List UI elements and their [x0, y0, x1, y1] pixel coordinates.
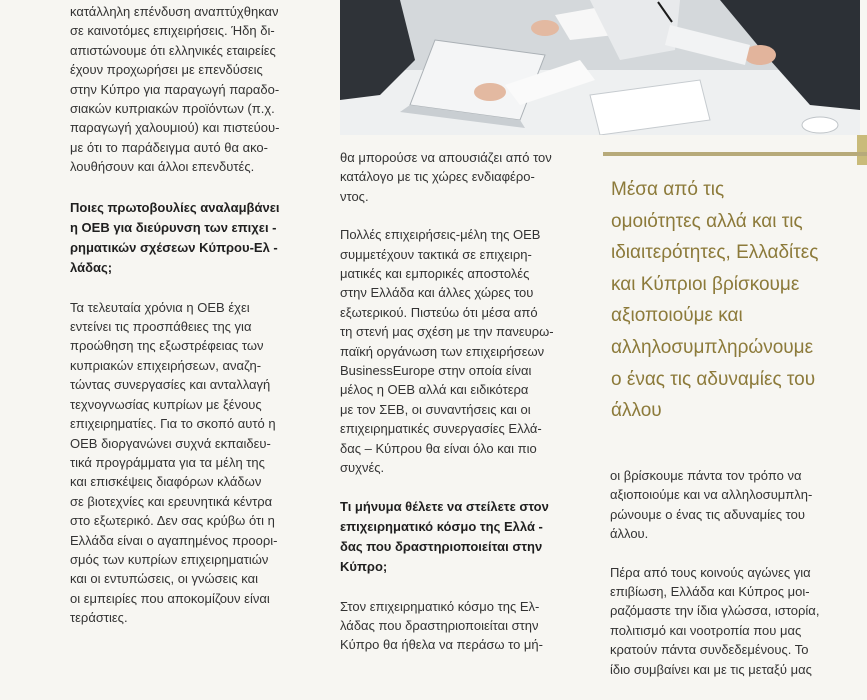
paragraph: Στον επιχειρηματικό κόσμο της Ελ- λάδας που δραστηριοποιείται στην Κύπρο θα ήθελα να περάσω το μή- [340, 598, 543, 653]
photo-illustration [340, 0, 860, 135]
paragraph: κατάλληλη επένδυση αναπτύχθηκαν σε καινοτόμες επιχειρήσεις. Ήδη δι- απιστώνουμε ότι ελληνικές εταιρείες έχουν προχωρήσει με επενδύσεις στην Κύπρο για παραγωγή παραδο- σιακών κυπριακών προϊόντων (π.χ. παραγωγή χαλουμιού) και πιστεύου- με ότι το παράδειγμα αυτό θα ακο- λουθήσουν και άλλοι επενδυτές. [70, 4, 280, 175]
article-column-3 [610, 466, 862, 679]
interview-question: Ποιες πρωτοβουλίες αναλαμβάνει η ΟΕΒ για διεύρυνση των επιχει - ρηματικών σχέσεων Κύπρου-Ελ - λάδας; [70, 199, 280, 275]
paragraph: οι βρίσκουμε πάντα τον τρόπο να αξιοποιούμε και να αλληλοσυμπλη- ρώνουμε ο ένας τις αδυναμίες του άλλου. [610, 468, 813, 542]
paragraph: Πέρα από τους κοινούς αγώνες για επιβίωση, Ελλάδα και Κύπρος μοι- ραζόμαστε την ίδια γλώσσα, ιστορία, πολιτισμό και νοοτροπία που μας κρατούν πάντα συνδεδεμένους. Το ίδιο συμβαίνει και με τις μεταξύ μας [610, 564, 820, 677]
pull-quote [603, 152, 867, 462]
interview-question: Τι μήνυμα θέλετε να στείλετε στον επιχειρηματικό κόσμο της Ελλά - δας που δραστηριοποιείται στην Κύπρο; [340, 498, 549, 574]
article-column-2 [340, 148, 590, 655]
pull-quote-rule [603, 152, 867, 156]
paragraph: Πολλές επιχειρήσεις-μέλη της ΟΕΒ συμμετέχουν τακτικά σε επιχειρη- ματικές και εμπορικές αποστολές στην Ελλάδα και άλλες χώρες του εξωτερικού. Πιστεύω ότι μέσα από τη στενή μας σχέση με την πανευρω- παϊκή οργάνωση των επιχειρήσεων BusinessEurope στην οποία είναι μέλος η ΟΕΒ αλλά και ειδικότερα με τον ΣΕΒ, οι συναντήσεις και οι επιχειρηματικές συνεργασίες Ελλά- δας – Κύπρου θα είναι όλο και πιο συχνές. [340, 227, 554, 476]
article-column-1 [70, 0, 318, 628]
paragraph: θα μπορούσε να απουσιάζει από τον κατάλογο με τις χώρες ενδιαφέρο- ντος. [340, 150, 552, 204]
paragraph: Τα τελευταία χρόνια η ΟΕΒ έχει εντείνει τις προσπάθειες της για προώθηση της εξωστρέφειας των κυπριακών επιχειρήσεων, αναζη- τώντας συνεργασίες και ανταλλαγή τεχνογνωσίας κυπρίων με ξένους επιχειρηματίες. Για το σκοπό αυτό η ΟΕΒ διοργανώνει συχνά εκπαιδευ- τικά προγράμματα για τα μέλη της και επισκέψεις διαφόρων κλάδων σε βιοτεχνίες και ερευνητικά κέντρα στο εξωτερικό. Δεν σας κρύβω ότι η Ελλάδα είναι ο αγαπημένος προορι- σμός των κυπρίων επιχειρηματιών και οι εντυπώσεις, οι γνώσεις και οι εμπειρίες που αποκομίζουν είναι τεράστιες. [70, 299, 278, 626]
business-meeting-photo [340, 0, 860, 135]
pull-quote-text: Μέσα από τις ομοιότητες αλλά και τις ιδιαιτερότητες, Ελλαδίτες και Κύπριοι βρίσκουμε αξιοποιούμε και αλληλοσυμπληρώνουμε ο ένας τις αδυναμίες του άλλου [611, 179, 819, 422]
